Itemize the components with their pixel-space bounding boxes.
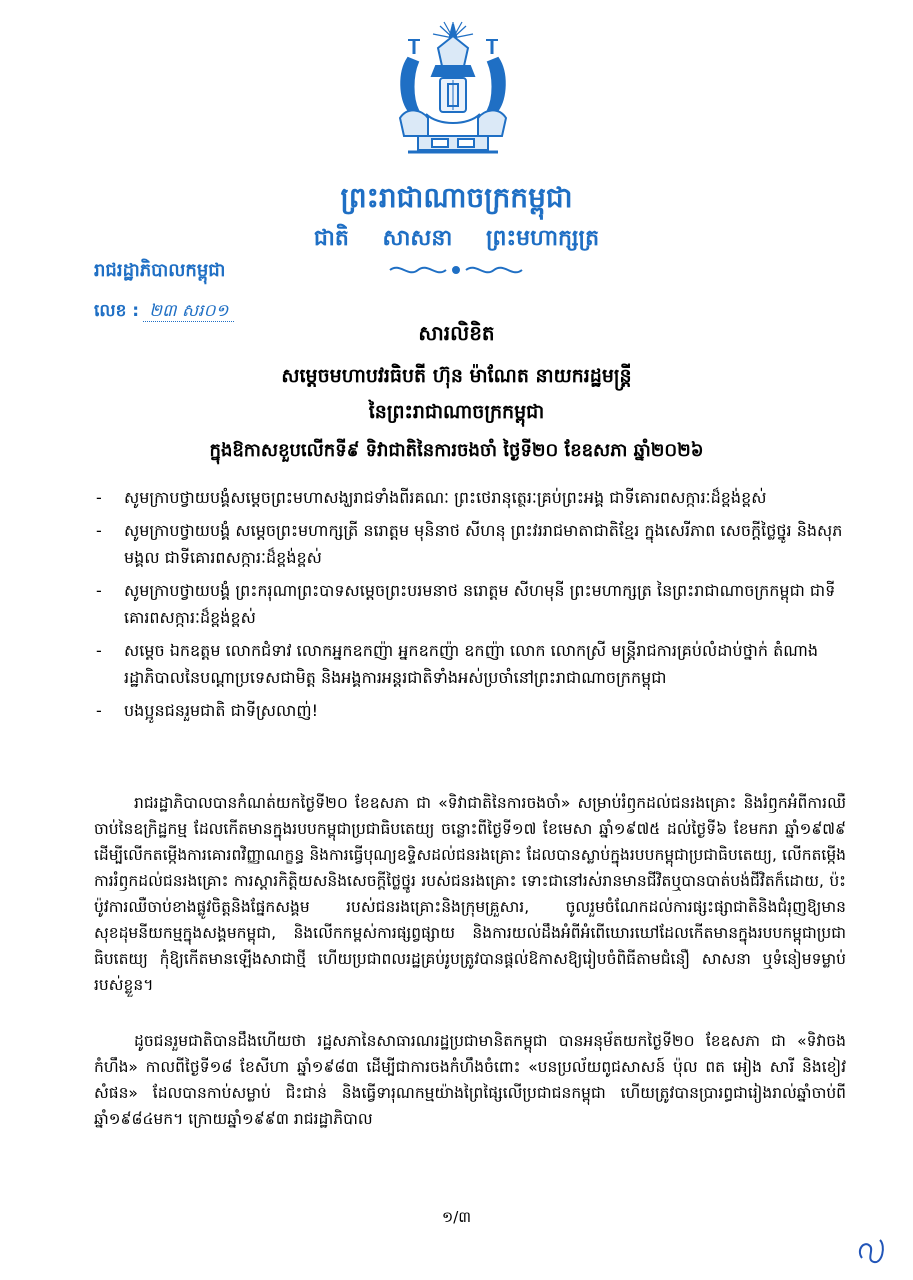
page-number: ១/៣ — [441, 1208, 472, 1226]
government-name: រាជរដ្ឋាភិបាលកម្ពុជា — [94, 260, 226, 281]
list-item: - សូមក្រាបថ្វាយបង្គំ សម្តេចព្រះមហាក្សត្រី នរោត្តម មុនិនាថ សីហនុ ព្រះវររាជមាតាជាតិខ្មែរ ក្នុងសេរីភាព សេចក្តីថ្លៃថ្នូរ និងសុភមង្គល ជាទីគោរពសក្ការៈដ៏ខ្ពង់ខ្ពស់ — [96, 521, 843, 567]
body-paragraph: ដូចជនរួមជាតិបានដឹងហើយថា រដ្ឋសភានៃសាធារណរដ្ឋប្រជាមានិតកម្ពុជា បានអនុម័តយកថ្ងៃទី២០ ខែឧសភា ជា «ទិវាចងកំហឹង» កាលពីថ្ងៃទី១៨ ខែសីហា ឆ្នាំ១៩៨៣ ដើម្បីជាការចងកំហឹងចំពោះ «បនប្រល័យពូជសាសន៍ ប៉ុល ពត អៀង សារី និងខៀវ សំផន» ដែលបានកាប់សម្លាប់ ជិះជាន់ និងធ្វើទារុណកម្មយ៉ាងព្រៃផ្សៃលើប្រជាជនកម្ពុជា ហើយត្រូវបានប្រារព្ធជារៀងរាល់ឆ្នាំចាប់ពីឆ្នាំ១៩៨៤មក។ ក្រោយឆ្នាំ១៩៩៣ រាជរដ្ឋាភិបាល — [94, 1032, 846, 1128]
reference-label: លេខ : — [94, 301, 140, 321]
list-item: - បងប្អូនជនរួមជាតិ ជាទីស្រលាញ់! — [96, 701, 318, 720]
list-item: - សូមក្រាបថ្វាយបង្គំ ព្រះករុណាព្រះបាទសម្តេចព្រះបរមនាថ នរោត្តម សីហមុនី ព្រះមហាក្សត្រ នៃព្រះរាជាណាចក្រកម្ពុជា ជាទីគោរពសក្ការៈដ៏ខ្ពង់ខ្ពស់ — [96, 581, 836, 627]
document-title: សារលិខិត — [418, 321, 495, 345]
body-paragraph: រាជរដ្ឋាភិបាលបានកំណត់យកថ្ងៃទី២០ ខែឧសភា ជា «ទិវាជាតិនៃការចងចាំ» សម្រាប់រំឭកដល់ជនរងគ្រោះ និងរំឭកអំពីការឈឺចាប់នៃឧក្រិដ្ឋកម្ម ដែលកើតមានក្នុងរបបកម្ពុជាប្រជាធិបតេយ្យ ចន្លោះពីថ្ងៃទី១៧ ខែមេសា ឆ្នាំ១៩៧៥ ដល់ថ្ងៃទី៦ ខែមករា ឆ្នាំ១៩៧៩ ដើម្បីលើកតម្កើងការគោរពវិញ្ញាណក្ខន្ធ និងការធ្វើបុណ្យឧទ្ទិសដល់ជនរងគ្រោះ ដែលបានស្លាប់ក្នុងរបបកម្ពុជាប្រជាធិបតេយ្យ, លើកតម្កើងការរំឭកដល់ជនរងគ្រោះ ការស្តារកិត្តិយសនិងសេចក្តីថ្លៃថ្នូរ របស់ជនរងគ្រោះ ទោះជានៅរស់រានមានជីវិតឬបានបាត់បង់ជីវិតក៏ដោយ, ប៉ះប៉ូវការឈឺចាប់ខាងផ្លូវចិត្តនិងផ្នែកសង្គម របស់ជនរងគ្រោះនិងក្រុមគ្រួសារ, ចូលរួមចំណែកដល់ការផ្សះផ្សាជាតិនិងជំរុញឱ្យមានសុខដុមនីយកម្មក្នុងសង្គមកម្ពុជា, និងលើកកម្ពស់ការផ្សព្វផ្សាយ និងការយល់ដឹងអំពីអំពើឃោរឃៅដែលកើតមានក្នុងរបបកម្ពុជាប្រជាធិបតេយ្យ កុំឱ្យកើតមានឡើងសាជាថ្មី ហើយប្រជាពលរដ្ឋគ្រប់រូបត្រូវបានផ្តល់ឱកាសឱ្យរៀបចំពិធីតាមជំនឿ សាសនា ឬទំនៀមទម្លាប់របស់ខ្លួន។ — [94, 794, 846, 994]
list-item: - សម្តេច ឯកឧត្តម លោកជំទាវ លោកអ្នកឧកញ៉ា អ្នកឧកញ៉ា ឧកញ៉ា លោក លោកស្រី មន្ត្រីរាជការគ្រប់លំដាប់ថ្នាក់ តំណាងរដ្ឋាភិបាលនៃបណ្តាប្រទេសជាមិត្ត និងអង្គការអន្តរជាតិទាំងអស់ប្រចាំនៅព្រះរាជាណាចក្រកម្ពុជា — [96, 641, 819, 687]
list-item: - សូមក្រាបថ្វាយបង្គំសម្តេចព្រះមហាសង្ឃរាជទាំងពីរគណៈ ព្រះថេរានុត្ថេរៈគ្រប់ព្រះអង្គ ជាទីគោរពសក្ការៈដ៏ខ្ពង់ខ្ពស់ — [96, 488, 767, 507]
national-motto: ជាតិ សាសនា ព្រះមហាក្សត្រ — [313, 225, 600, 251]
reference-number: ២៣ សរ០១ — [143, 301, 234, 322]
kingdom-name: ព្រះរាជាណាចក្រកម្ពុជា — [340, 181, 573, 214]
document-subtitle-occasion: ក្នុងឱកាសខួបលើកទី៩ ទិវាជាតិនៃការចងចាំ ថ្ងៃទី២០ ខែឧសភា ឆ្នាំ២០២៦ — [209, 440, 704, 461]
handwritten-initials-icon — [852, 1232, 892, 1266]
document-subtitle-kingdom: នៃព្រះរាជាណាចក្រកម្ពុជា — [368, 401, 545, 423]
royal-emblem-icon — [378, 18, 528, 168]
document-subtitle-author: សម្តេចមហាបវរធិបតី ហ៊ុន ម៉ាណែត នាយករដ្ឋមន្ត្រី — [281, 365, 632, 387]
ornament-divider-icon — [386, 262, 526, 278]
greetings-list — [90, 484, 850, 730]
